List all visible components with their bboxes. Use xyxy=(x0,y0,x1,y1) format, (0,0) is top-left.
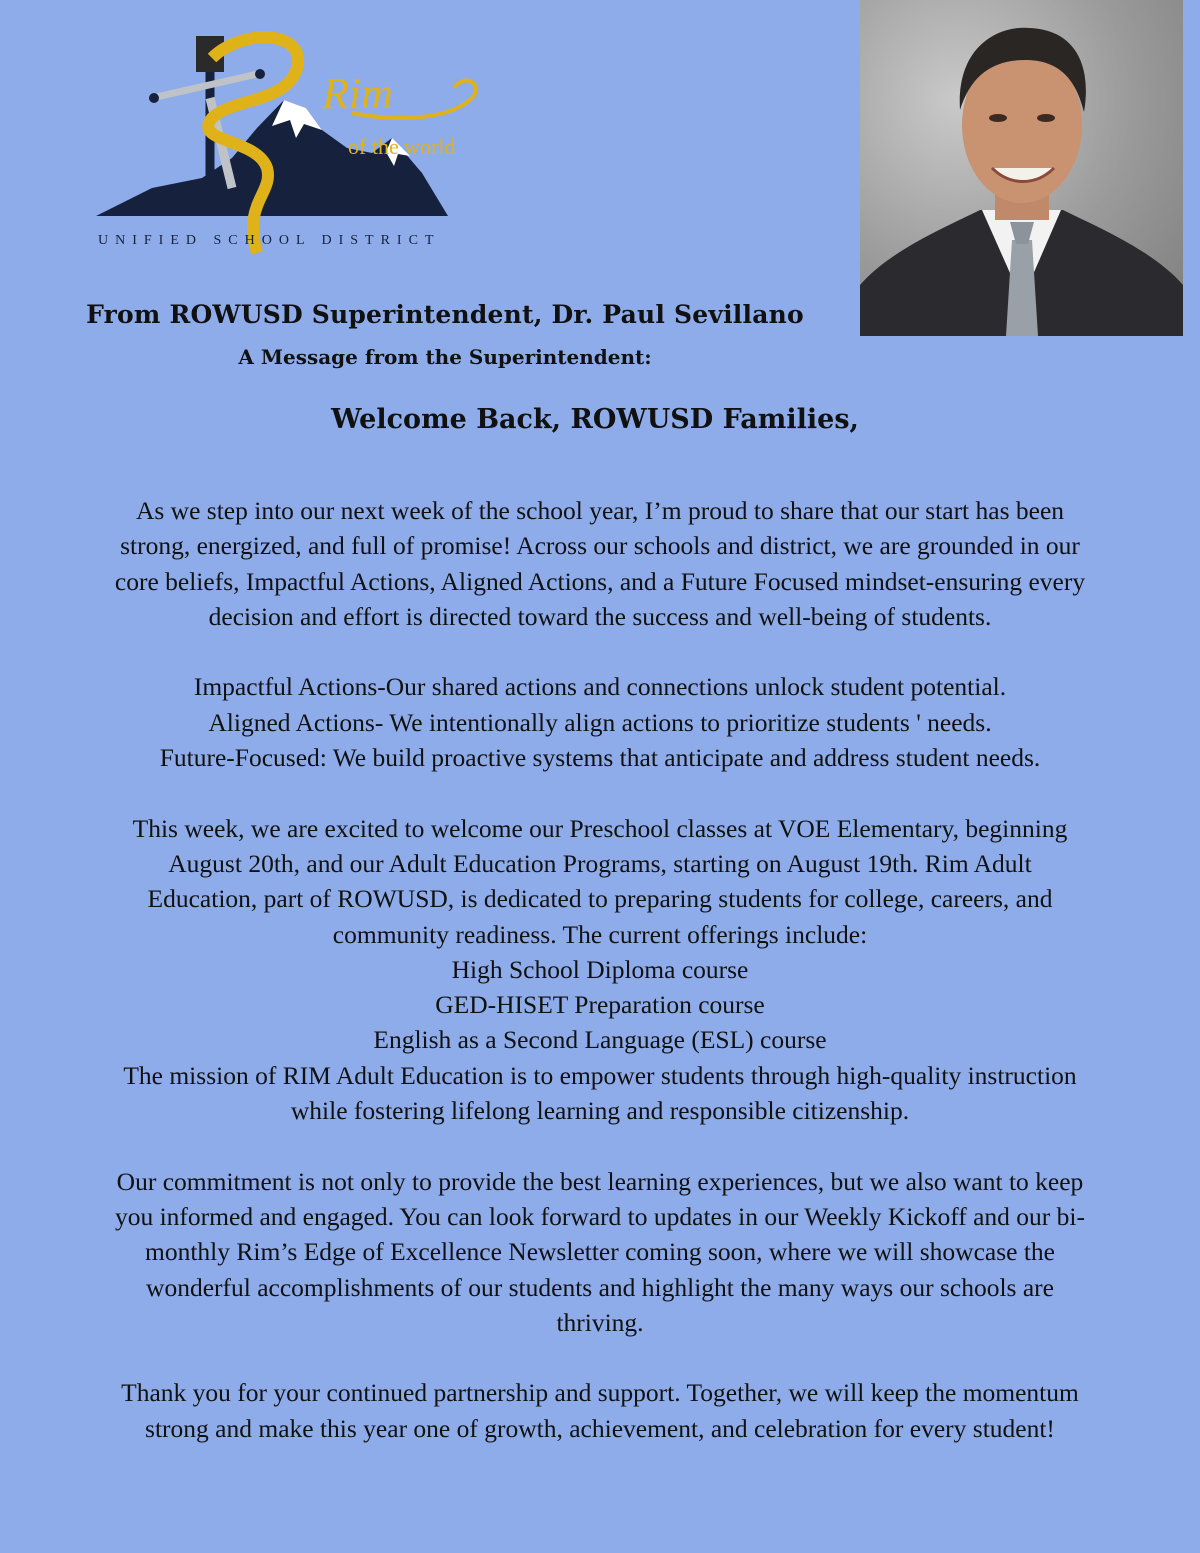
text-line: Thank you for your continued partnership and support. Together, we will keep the momentum xyxy=(121,1378,1079,1408)
text-line: The mission of RIM Adult Education is to empower students through high-quality instruction xyxy=(123,1060,1077,1090)
programs-paragraph xyxy=(20,811,1180,1129)
logo-wordmark: Rim xyxy=(322,69,393,118)
greeting-heading: Welcome Back, ROWUSD Families, xyxy=(331,404,859,435)
closing-paragraph xyxy=(20,1375,1180,1446)
text-line: core beliefs, Impactful Actions, Aligned Actions, and a Future Focused mindset-ensuring every xyxy=(114,566,1086,596)
text-line: community readiness. The current offerings include: xyxy=(332,919,868,949)
text-line: you informed and engaged. You can look forward to updates in our Weekly Kickoff and our bi- xyxy=(114,1201,1086,1231)
district-logo xyxy=(92,28,512,268)
superintendent-photo xyxy=(860,0,1183,336)
paragraph-gap xyxy=(20,1340,1180,1375)
commitment-paragraph xyxy=(20,1164,1180,1340)
text-line: thriving. xyxy=(556,1307,644,1337)
message-body xyxy=(20,493,1180,1446)
text-line: Impactful Actions-Our shared actions and connections unlock student potential. xyxy=(193,672,1007,702)
text-line: Future-Focused: We build proactive systems that anticipate and address student needs. xyxy=(159,743,1041,773)
page-title: From ROWUSD Superintendent, Dr. Paul Sevillano xyxy=(86,300,804,329)
paragraph-gap xyxy=(20,775,1180,810)
offering-item: English as a Second Language (ESL) course xyxy=(373,1025,827,1055)
text-line: wonderful accomplishments of our students and highlight the many ways our schools are xyxy=(146,1272,1054,1302)
text-line: This week, we are excited to welcome our Preschool classes at VOE Elementary, beginning xyxy=(132,813,1068,843)
text-line: monthly Rim’s Edge of Excellence Newsletter coming soon, where we will showcase the xyxy=(145,1237,1055,1267)
paragraph-gap xyxy=(20,634,1180,669)
text-line: Aligned Actions- We intentionally align actions to prioritize students ' needs. xyxy=(208,707,992,737)
paragraph-gap xyxy=(20,1128,1180,1163)
text-line: decision and effort is directed toward the success and well-being of students. xyxy=(208,601,992,631)
logo-tagline: of the world xyxy=(348,134,456,159)
text-line: strong, energized, and full of promise! Across our schools and district, we are grounded in our xyxy=(120,531,1080,561)
text-line: Education, part of ROWUSD, is dedicated to preparing students for college, careers, and xyxy=(147,884,1053,914)
text-line: Our commitment is not only to provide the best learning experiences, but we also want to keep xyxy=(116,1166,1084,1196)
text-line: August 20th, and our Adult Education Programs, starting on August 19th. Rim Adult xyxy=(168,848,1032,878)
offering-item: GED-HISET Preparation course xyxy=(435,990,765,1020)
page-subtitle: A Message from the Superintendent: xyxy=(238,345,652,369)
intro-paragraph xyxy=(20,493,1180,634)
offering-item: High School Diploma course xyxy=(451,954,749,984)
text-line: while fostering lifelong learning and responsible citizenship. xyxy=(290,1096,910,1126)
beliefs-paragraph xyxy=(20,669,1180,775)
logo-district: UNIFIED SCHOOL DISTRICT xyxy=(98,233,441,248)
text-line: As we step into our next week of the school year, I’m proud to share that our start has been xyxy=(135,496,1065,525)
text-line: strong and make this year one of growth, achievement, and celebration for every student! xyxy=(145,1413,1055,1443)
